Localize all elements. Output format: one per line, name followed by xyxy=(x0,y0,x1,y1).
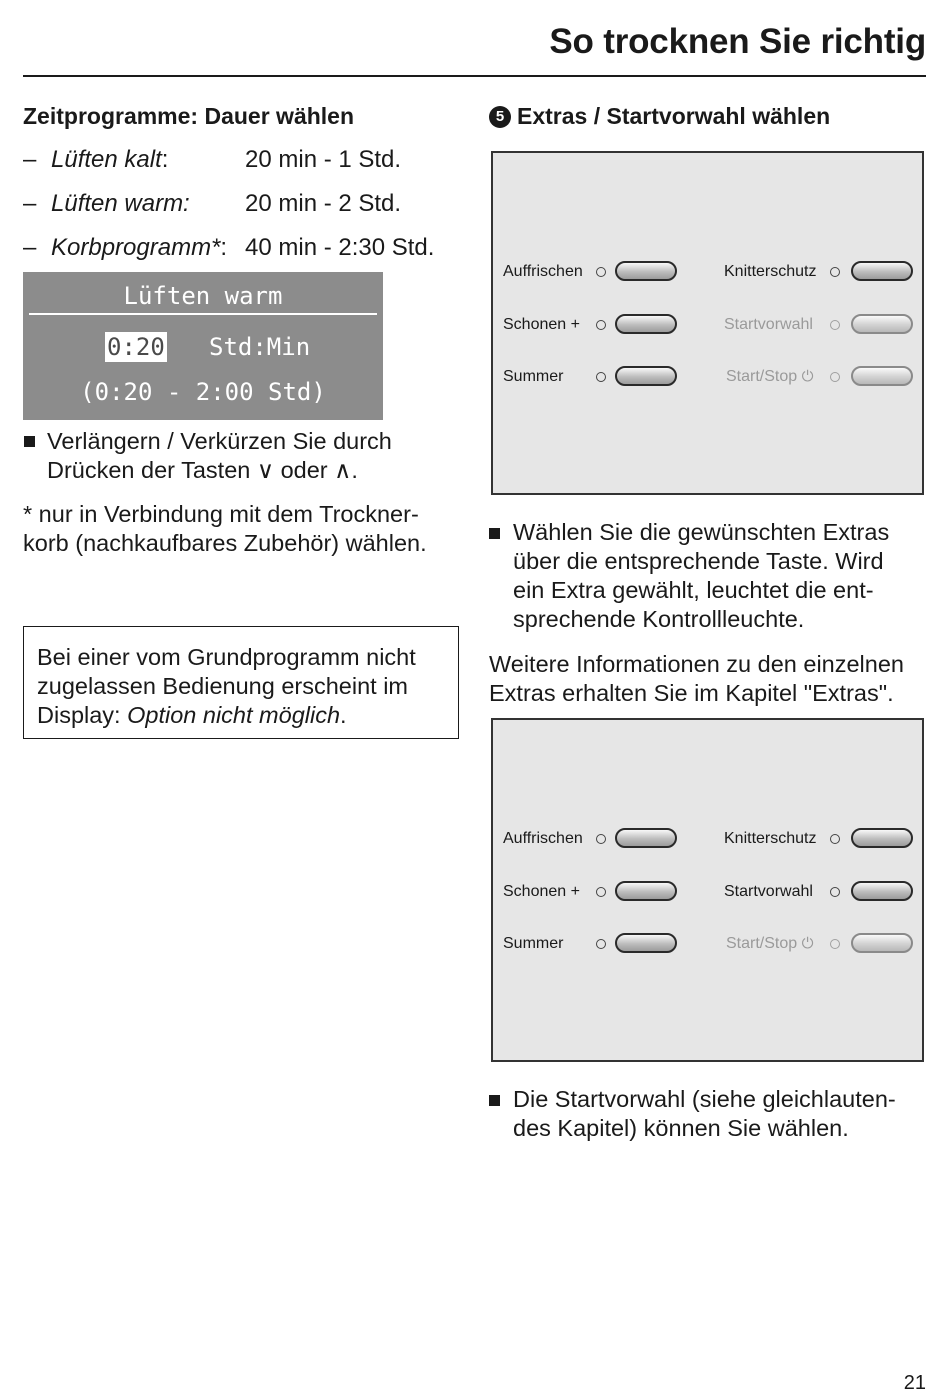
dash-marker: – xyxy=(23,190,37,217)
footnote: * nur in Verbindung mit dem Trockner- korb (nachkaufbares Zubehör) wählen. xyxy=(23,501,427,556)
button-label: Auffrischen xyxy=(503,830,583,847)
indicator-led xyxy=(596,320,606,330)
button-label: Knitterschutz xyxy=(724,830,817,847)
schonen-plus-button[interactable] xyxy=(615,881,677,901)
knitterschutz-button[interactable] xyxy=(851,261,913,281)
program-name: Korbprogramm*: xyxy=(51,234,228,261)
lcd-display xyxy=(23,272,383,420)
indicator-led xyxy=(830,267,840,277)
indicator-led xyxy=(596,939,606,949)
display-time-unit: Std:Min xyxy=(209,333,311,361)
dash-marker: – xyxy=(23,146,37,173)
button-label: Start/Stop ⏻ xyxy=(726,935,814,952)
button-label: Summer xyxy=(503,368,564,385)
extra-button-row-start-stop xyxy=(724,365,919,389)
control-panel-startvorwahl xyxy=(491,718,924,1062)
program-name: Lüften warm: xyxy=(51,190,190,217)
extra-button-row-auffrischen xyxy=(503,260,683,284)
extra-button-row-startvorwahl xyxy=(724,313,919,337)
instruction-select-extras: Wählen Sie die gewünschten Extras über die entsprechende Taste. Wird ein Extra gewählt, leuchtet die ent- sprechende Kontrollleuchte. xyxy=(513,519,890,632)
auffrischen-button[interactable] xyxy=(615,828,677,848)
display-title: Lüften warm xyxy=(123,282,283,310)
page-number: 21 xyxy=(903,1372,926,1394)
control-panel-extras xyxy=(491,151,924,495)
summer-button[interactable] xyxy=(615,366,677,386)
power-icon: ⏻ xyxy=(801,368,814,385)
duration-range: 20 min - 2 Std. xyxy=(245,190,402,217)
auffrischen-button[interactable] xyxy=(615,261,677,281)
list-item xyxy=(23,190,463,234)
button-label: Startvorwahl xyxy=(724,316,813,333)
button-label: Auffrischen xyxy=(503,263,583,280)
extra-button-row-schonen xyxy=(503,880,683,904)
extra-button-row-auffrischen xyxy=(503,827,683,851)
button-label: Summer xyxy=(503,935,564,952)
extra-button-row-summer xyxy=(503,365,683,389)
extra-button-row-knitterschutz xyxy=(724,260,919,284)
indicator-led xyxy=(830,320,840,330)
duration-range: 40 min - 2:30 Std. xyxy=(245,234,435,261)
indicator-led xyxy=(596,834,606,844)
indicator-led xyxy=(596,887,606,897)
dash-marker: – xyxy=(23,234,37,261)
section-heading-time-programs: Zeitprogramme: Dauer wählen xyxy=(23,103,355,129)
duration-range-list xyxy=(23,146,463,278)
program-name: Lüften kalt: xyxy=(51,146,169,173)
indicator-led xyxy=(596,372,606,382)
indicator-led xyxy=(596,267,606,277)
extra-button-row-summer xyxy=(503,932,683,956)
extra-button-row-knitterschutz xyxy=(724,827,919,851)
startvorwahl-button[interactable] xyxy=(851,314,913,334)
indicator-led xyxy=(830,887,840,897)
power-icon: ⏻ xyxy=(801,935,814,952)
header-divider xyxy=(23,75,926,77)
indicator-led xyxy=(830,939,840,949)
start-stop-button[interactable] xyxy=(851,933,913,953)
square-bullet-icon xyxy=(489,528,500,539)
extra-button-row-startvorwahl xyxy=(724,880,919,904)
schonen-plus-button[interactable] xyxy=(615,314,677,334)
display-range: (0:20 - 2:00 Std) xyxy=(80,378,326,406)
startvorwahl-button[interactable] xyxy=(851,881,913,901)
button-label: Startvorwahl xyxy=(724,883,813,900)
extra-button-row-start-stop xyxy=(724,932,919,956)
square-bullet-icon xyxy=(24,436,35,447)
button-label: Knitterschutz xyxy=(724,263,817,280)
button-label: Schonen + xyxy=(503,316,580,333)
summer-button[interactable] xyxy=(615,933,677,953)
square-bullet-icon xyxy=(489,1095,500,1106)
page-title: So trocknen Sie richtig xyxy=(549,22,926,61)
instruction-adjust-duration: Verlängern / Verkürzen Sie durch Drücken der Tasten ∨ oder ∧. xyxy=(47,428,392,483)
notice-box xyxy=(23,626,459,739)
section-heading-extras: Extras / Startvorwahl wählen xyxy=(517,103,831,129)
button-label: Start/Stop ⏻ xyxy=(726,368,814,385)
info-paragraph: Weitere Informationen zu den einzelnen Extras erhalten Sie im Kapitel "Extras". xyxy=(489,651,904,706)
closing-instruction: Die Startvorwahl (siehe gleichlauten- des Kapitel) können Sie wählen. xyxy=(513,1086,896,1141)
button-label: Schonen + xyxy=(503,883,580,900)
knitterschutz-button[interactable] xyxy=(851,828,913,848)
display-divider xyxy=(29,313,377,315)
duration-range: 20 min - 1 Std. xyxy=(245,146,402,173)
start-stop-button[interactable] xyxy=(851,366,913,386)
indicator-led xyxy=(830,372,840,382)
step-number-badge: 5 xyxy=(489,106,511,128)
indicator-led xyxy=(830,834,840,844)
list-item xyxy=(23,146,463,190)
notice-text: Bei einer vom Grundprogramm nicht zugelassen Bedienung erscheint im Display: Option nicht möglich. xyxy=(37,644,416,728)
extra-button-row-schonen xyxy=(503,313,683,337)
display-time-value: 0:20 xyxy=(107,333,165,361)
